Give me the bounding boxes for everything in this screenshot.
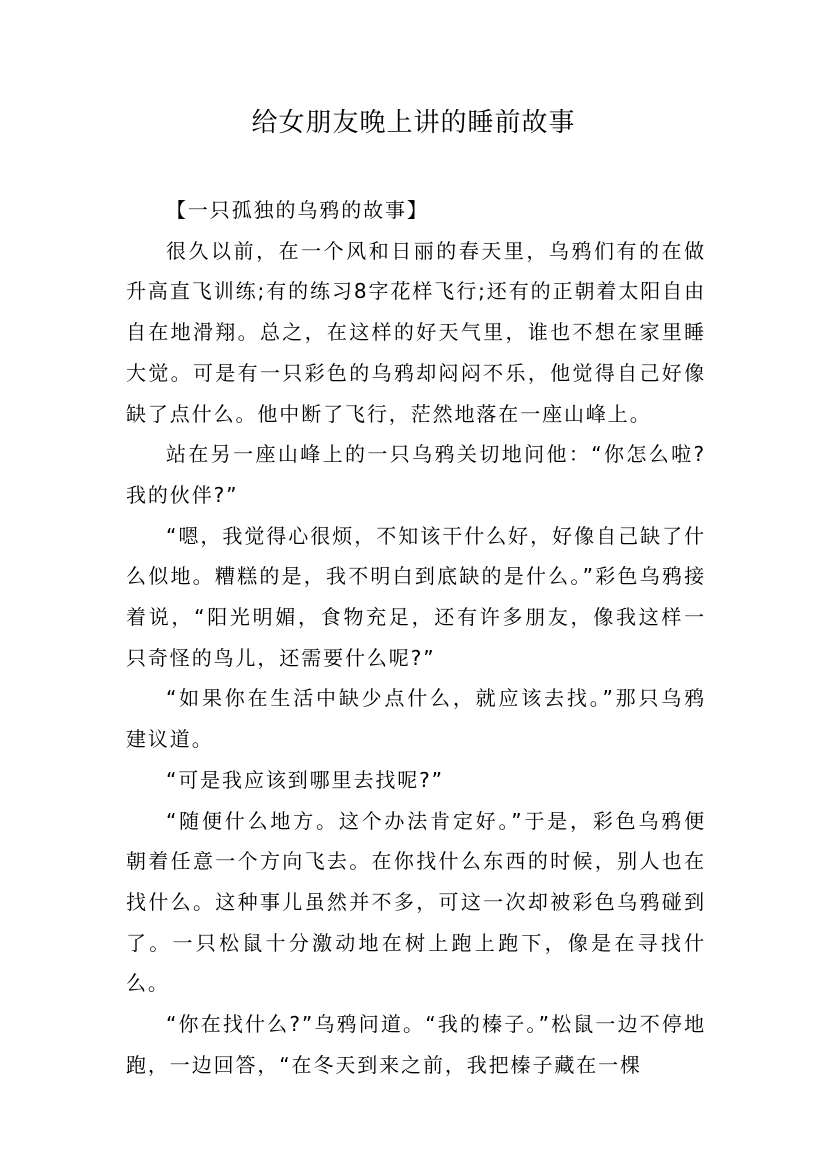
- paragraph: 【一只孤独的乌鸦的故事】: [166, 198, 429, 222]
- paragraph: 很久以前，在一个风和日丽的春天里，乌鸦们有的在做升高直飞训练;有的练习8字花样飞行;还有的正朝着太阳自由自在地滑翔。总之，在这样的好天气里，谁也不想在家里睡大觉。可是有一只彩色的乌鸦却闷闷不乐，他觉得自己好像缺了点什么。他中断了飞行，茫然地落在一座山峰上。: [126, 238, 706, 426]
- paragraph: “随便什么地方。这个办法肯定好。”于是，彩色乌鸦便朝着任意一个方向飞去。在你找什么东西的时候，别人也在找什么。这种事儿虽然并不多，可这一次却被彩色乌鸦碰到了。一只松鼠十分激动地在树上跑上跑下，像是在寻找什么。: [126, 808, 706, 996]
- paragraph: “如果你在生活中缺少点什么，就应该去找。”那只乌鸦建议道。: [126, 686, 706, 752]
- paragraph: “可是我应该到哪里去找呢?”: [166, 767, 444, 792]
- paragraph: “你在找什么?”乌鸦问道。“我的榛子。”松鼠一边不停地跑，一边回答，“在冬天到来之前，我把榛子藏在一棵: [126, 1012, 706, 1077]
- paragraph: “嗯，我觉得心很烦，不知该干什么好，好像自己缺了什么似地。糟糕的是，我不明白到底缺的是什么。”彩色乌鸦接着说，“阳光明媚，食物充足，还有许多朋友，像我这样一只奇怪的鸟儿，还需要什么呢?”: [126, 523, 706, 670]
- paragraph: 站在另一座山峰上的一只乌鸦关切地问他：“你怎么啦?我的伙伴?”: [126, 442, 706, 507]
- document-title: 给女朋友晚上讲的睡前故事: [251, 108, 576, 138]
- document-body: [126, 190, 706, 1085]
